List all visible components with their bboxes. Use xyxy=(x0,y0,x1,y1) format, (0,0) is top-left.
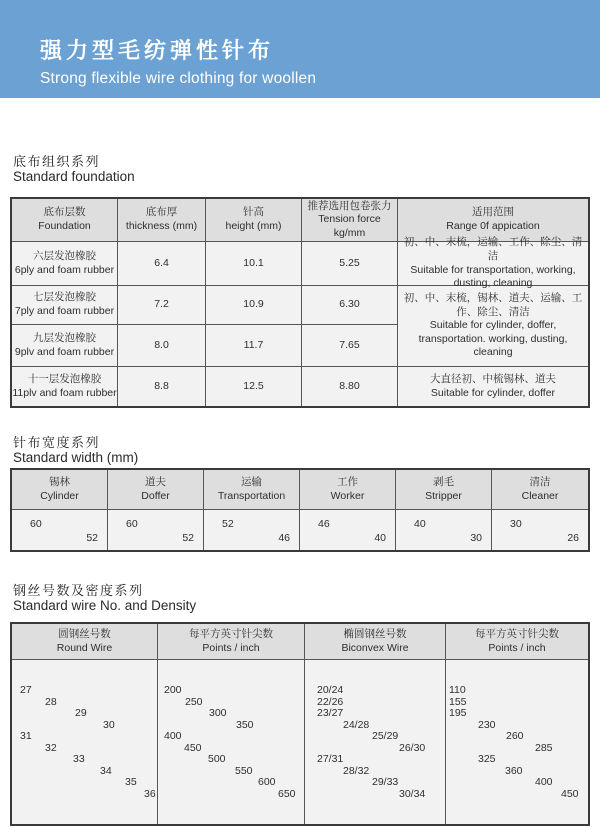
table-row-cell-height: 10.1 xyxy=(206,242,302,286)
wire-value: 600 xyxy=(258,776,276,788)
width-table xyxy=(10,468,590,552)
header-text-cn: 道夫 xyxy=(145,475,166,488)
foundation-name-cn: 六层发泡橡胶 xyxy=(33,249,96,262)
header-text-en: Biconvex Wire xyxy=(341,641,409,654)
page-title-cn: 强力型毛纺弹性针布 xyxy=(40,38,275,63)
table-row-cell-tension: 6.30 xyxy=(302,286,398,325)
wire-value: 400 xyxy=(164,730,182,742)
wire-value: 400 xyxy=(535,776,553,788)
wire-value: 35 xyxy=(125,776,137,788)
wire-value: 155 xyxy=(449,695,467,708)
width-value-min: 46 xyxy=(278,532,290,545)
column-header xyxy=(12,624,158,660)
wire-value: 110 xyxy=(449,684,466,696)
range-text-cn: 大直径初、中梳锡林、道夫 xyxy=(430,372,556,385)
width-value-min: 40 xyxy=(374,532,386,545)
header-text-cn: 针高 xyxy=(243,206,264,219)
width-value-min: 26 xyxy=(567,532,579,545)
range-text-cn: 初、中、末梳，运输、工作、除尘、清洁 xyxy=(403,236,583,262)
wire-value: 25/29 xyxy=(372,730,399,742)
header-text-cn: 适用范围 xyxy=(472,206,514,219)
wire-value: 450 xyxy=(561,787,579,800)
header-text-cn: 每平方英寸针尖数 xyxy=(475,627,559,640)
header-text-cn: 剥毛 xyxy=(433,475,454,488)
header-text-en: Points / inch xyxy=(202,641,260,654)
range-text-cn: 初、中、末梳，锡林、道夫、运输、工作、除尘、清洁 xyxy=(403,291,583,318)
wire-value: 195 xyxy=(449,707,467,719)
wire-value: 325 xyxy=(478,753,496,765)
column-header xyxy=(300,470,396,510)
biconvex-points-values-cell xyxy=(446,660,588,824)
width-value-min: 52 xyxy=(86,532,98,545)
column-header xyxy=(12,199,118,242)
width-value-max: 30 xyxy=(510,518,522,530)
foundation-name-en: 6ply and foam rubber xyxy=(14,263,115,276)
header-text-cn: 推荐选用包卷张力 xyxy=(307,199,392,212)
section-width-title-cn: 针布宽度系列 xyxy=(13,435,101,450)
wire-value: 250 xyxy=(185,695,203,708)
header-text-en: Transportation xyxy=(217,489,286,502)
table-row-cell-height: 12.5 xyxy=(206,367,302,406)
foundation-name-cn: 十一层发泡橡胶 xyxy=(27,372,102,385)
section-foundation-title-en: Standard foundation xyxy=(13,169,135,184)
width-value-cell xyxy=(108,510,204,550)
header-text-cn: 锡林 xyxy=(49,475,70,488)
width-value-max: 60 xyxy=(30,518,42,530)
header-text-en: Worker xyxy=(330,489,365,502)
round-wire-values-cell xyxy=(12,660,158,824)
header-text-en: Cleaner xyxy=(521,489,559,502)
table-row-cell-tension: 8.80 xyxy=(302,367,398,406)
wire-value: 29 xyxy=(75,707,87,719)
width-value-min: 30 xyxy=(470,532,482,545)
section-foundation-title-cn: 底布组织系列 xyxy=(13,154,101,169)
wire-value: 27/31 xyxy=(317,753,344,765)
wire-value: 27 xyxy=(20,684,32,696)
column-header xyxy=(446,624,588,660)
header-text-en: Range 0f appication xyxy=(446,220,540,232)
table-row-cell-range xyxy=(398,236,588,290)
page-title-en: Strong flexible wire clothing for woollen xyxy=(40,70,317,87)
wire-value: 450 xyxy=(184,741,202,754)
width-value-max: 60 xyxy=(126,518,138,530)
wire-value: 36 xyxy=(144,787,156,800)
section-wire-title-en: Standard wire No. and Density xyxy=(13,598,197,613)
wire-value: 28 xyxy=(45,695,57,708)
biconvex-wire-values-cell xyxy=(305,660,446,824)
header-text-unit: kg/mm xyxy=(333,226,366,239)
width-value-cell xyxy=(396,510,492,550)
header-text-en: height (mm) xyxy=(225,220,282,232)
table-row-cell-thickness: 8.8 xyxy=(118,367,206,406)
wire-value: 20/24 xyxy=(317,684,344,696)
width-value-max: 52 xyxy=(222,518,234,530)
column-header xyxy=(12,470,108,510)
header-text-cn: 底布层数 xyxy=(43,206,86,219)
wire-value: 550 xyxy=(235,764,253,777)
table-row-cell-name xyxy=(12,242,118,286)
header-text-cn: 运输 xyxy=(241,475,262,488)
width-value-max: 46 xyxy=(318,518,330,530)
wire-value: 350 xyxy=(236,718,254,731)
wire-value: 26/30 xyxy=(399,741,426,754)
wire-value: 31 xyxy=(20,730,32,742)
header-text-en: Points / inch xyxy=(488,641,546,654)
table-row-cell-name xyxy=(12,325,118,367)
wire-value: 650 xyxy=(278,787,296,800)
header-text-en: Doffer xyxy=(141,489,170,502)
table-row-cell-thickness: 8.0 xyxy=(118,325,206,367)
column-header xyxy=(158,624,305,660)
table-row-cell-name xyxy=(12,367,118,406)
wire-value: 32 xyxy=(45,741,57,754)
wire-value: 500 xyxy=(208,753,226,765)
column-header xyxy=(118,199,206,242)
header-text-en: Tension force xyxy=(318,213,381,226)
table-row-cell-range xyxy=(398,367,588,406)
width-value-max: 40 xyxy=(414,518,426,530)
header-text-cn: 底布厚 xyxy=(145,206,178,219)
table-row-cell-height: 11.7 xyxy=(206,325,302,367)
wire-value: 200 xyxy=(164,684,182,696)
wire-value: 285 xyxy=(535,741,553,754)
wire-value: 33 xyxy=(73,753,85,765)
table-row-cell-tension: 7.65 xyxy=(302,325,398,367)
table-row-cell-tension: 5.25 xyxy=(302,242,398,286)
column-header xyxy=(204,470,300,510)
width-value-cell xyxy=(204,510,300,550)
foundation-name-cn: 七层发泡橡胶 xyxy=(33,291,96,304)
wire-value: 23/27 xyxy=(317,707,344,719)
column-header xyxy=(396,470,492,510)
wire-value: 30/34 xyxy=(399,787,426,800)
header-text-en: Round Wire xyxy=(56,641,113,654)
column-header xyxy=(206,199,302,242)
page-header-banner xyxy=(0,0,600,98)
range-text-en: Suitable for transportation, working, dusting, cleaning xyxy=(410,263,576,290)
wire-table xyxy=(10,622,590,826)
header-text-en: thickness (mm) xyxy=(125,220,198,232)
wire-value: 28/32 xyxy=(343,764,370,777)
header-text-en: Foundation xyxy=(38,220,91,232)
table-row-cell-thickness: 7.2 xyxy=(118,286,206,325)
width-value-min: 52 xyxy=(182,532,194,545)
wire-value: 24/28 xyxy=(343,718,370,731)
wire-value: 260 xyxy=(506,730,524,742)
header-text-cn: 工作 xyxy=(337,475,358,488)
table-row-cell-height: 10.9 xyxy=(206,286,302,325)
wire-value: 230 xyxy=(478,718,496,731)
column-header xyxy=(305,624,446,660)
wire-value: 360 xyxy=(505,764,523,777)
foundation-name-en: 11plv and foam rubber xyxy=(12,386,117,399)
round-points-values-cell xyxy=(158,660,305,824)
range-text-en: Suitable for cylinder, doffer, transportation. working, dusting, cleaning xyxy=(418,319,568,359)
foundation-name-en: 7ply and foam rubber xyxy=(14,305,115,317)
table-row-cell-thickness: 6.4 xyxy=(118,242,206,286)
range-text-en: Suitable for cylinder, doffer xyxy=(430,386,556,399)
foundation-table xyxy=(10,197,590,408)
header-text-en: Cylinder xyxy=(40,489,79,502)
wire-value: 30 xyxy=(103,718,115,731)
foundation-name-cn: 九层发泡橡胶 xyxy=(33,331,96,344)
table-row-cell-name xyxy=(12,286,118,325)
width-value-cell xyxy=(492,510,588,550)
table-merged-range-cell xyxy=(398,286,588,367)
header-text-cn: 圆钢丝号数 xyxy=(58,627,111,640)
wire-value: 300 xyxy=(209,707,227,719)
section-width-title-en: Standard width (mm) xyxy=(13,450,139,465)
foundation-name-en: 9plv and foam rubber xyxy=(14,345,115,358)
header-text-cn: 清洁 xyxy=(529,475,551,488)
header-text-cn: 椭圆钢丝号数 xyxy=(343,627,407,640)
width-value-cell xyxy=(300,510,396,550)
header-text-cn: 每平方英寸针尖数 xyxy=(189,627,273,640)
wire-value: 22/26 xyxy=(317,695,344,708)
section-wire-title-cn: 钢丝号数及密度系列 xyxy=(13,583,144,598)
wire-value: 29/33 xyxy=(372,776,399,788)
column-header xyxy=(108,470,204,510)
column-header xyxy=(302,199,398,242)
wire-value: 34 xyxy=(100,764,112,777)
header-text-en: Stripper xyxy=(425,489,462,502)
column-header xyxy=(492,470,588,510)
width-value-cell xyxy=(12,510,108,550)
